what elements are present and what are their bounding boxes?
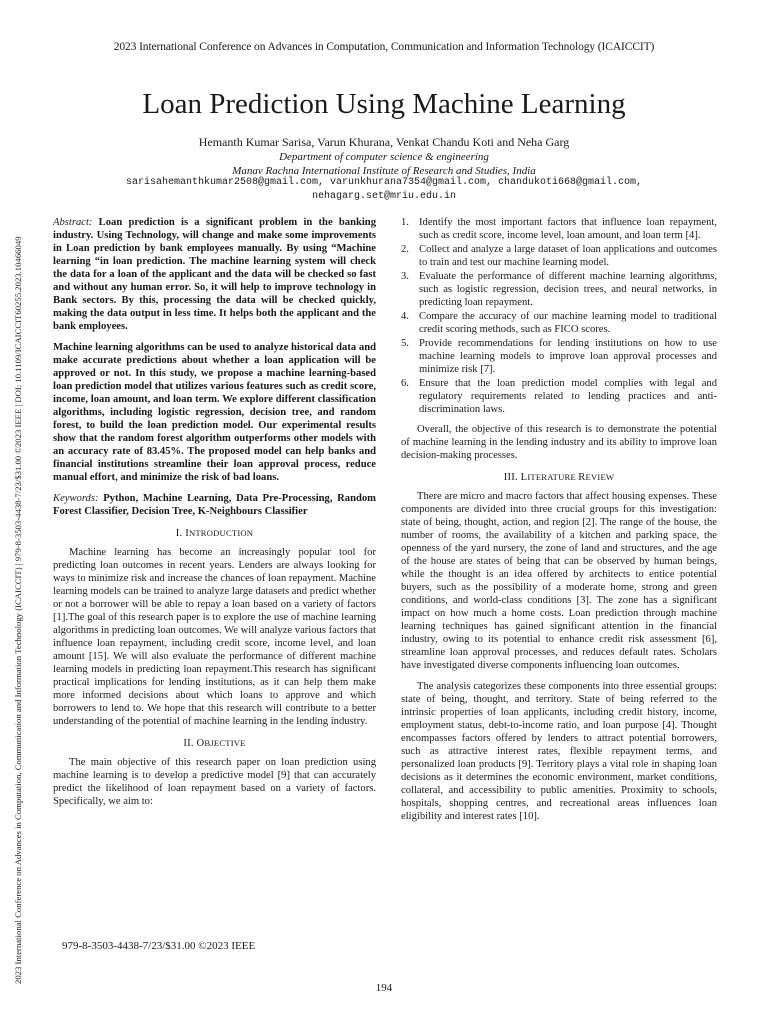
side-identifier: 2023 International Conference on Advances in Computation, Communication and Information Technology (ICAICCIT) | 979-8-3503-4438-7/23/$31.00 ©2023 IEEE | DOI: 10.1109/ICAICCIT60255.2023.10466049 — [13, 236, 23, 984]
literature-paragraph-2: The analysis categorizes these components into three essential groups: state of being, thought, and territory. State of being referred to the intrinsic properties of loan applicants, including credit history, income, employment status, debt-to-income ratio, and loan purpose [4]. Thought encompasses factors offered by lenders to attract potential borrowers, such as attractive interest rates, flexible repayment terms, and personalized loan products [9]. Territory plays a vital role in shaping loan decisions as it determines the economic environment, market conditions, collateral, and accessibility to public amenities. Proximity to schools, hospitals, shopping centres, and recreational areas influences loan eligibility and interest rates [10]. — [401, 681, 717, 822]
abstract-paragraph-2: Machine learning algorithms can be used to analyze historical data and make accurate predictions about whether a loan application will be approved or not. In this study, we propose a machine learning-based loan prediction model that utilizes various features such as credit score, income, loan amount, and loan term. We explore different classification algorithms, including logistic regression, decision tree, and random forest, to build the loan prediction model. Our experimental results show that the random forest algorithm outperforms other models with an accuracy rate of 83.45%. The proposed model can help banks and financial institutions streamline their loan approval process, reduce manual effort, and minimize the risk of bad loans. — [53, 342, 376, 483]
email-line-1: sarisahemanthkumar2508@gmail.com, varunkhurana7354@gmail.com, chandukoti668@gmail.com, — [125, 177, 643, 188]
paper-title: Loan Prediction Using Machine Learning — [142, 88, 626, 120]
page-number: 194 — [375, 982, 393, 994]
abstract-paragraph-1 — [53, 216, 376, 333]
department: Department of computer science & engineering — [279, 151, 489, 163]
abstract-label: Abstract: — [53, 217, 93, 228]
list-item: 4. Compare the accuracy of our machine learning model to traditional credit scoring methods, such as FICO scores. — [401, 311, 717, 335]
author-emails — [70, 176, 698, 204]
objective-overall: Overall, the objective of this research is to demonstrate the potential of machine learning in the lending industry and its ability to improve loan decision-making processes. — [401, 424, 717, 461]
section-heading-introduction: I. INTRODUCTION — [175, 528, 254, 539]
list-item: 1. Identify the most important factors that influence loan repayment, such as credit score, income level, loan amount, and loan term [4]. — [401, 217, 717, 241]
authors: Hemanth Kumar Sarisa, Varun Khurana, Venkat Chandu Koti and Neha Garg — [198, 135, 570, 149]
keywords-text: Python, Machine Learning, Data Pre-Processing, Random Forest Classifier, Decision Tree, K-Neighbours Classifier — [53, 493, 376, 517]
email-line-2: nehagarg.set@mriu.edu.in — [311, 191, 457, 202]
left-column — [53, 216, 376, 808]
section-heading-objective: II. OBJECTIVE — [183, 738, 246, 749]
introduction-body: Machine learning has become an increasingly popular tool for predicting loan outcomes in recent years. Lenders are always looking for ways to minimize risk and increase the chances of loan repayment. Machine learning models can be trained to analyze large datasets and predict whether or not a borrower will be able to repay a loan based on a variety of factors [1].The goal of this research paper is to explore the use of machine learning algorithms in predicting loan outcomes. We will analyze various factors that influence loan repayment, including credit score, income level, and loan amount [15]. We will also evaluate the performance of different machine learning models in predicting loan repayment.This research has significant practical implications for lending institutions, as it can help them make more informed decisions about which loans to approve and which borrowers to lend to. We hope that this research will contribute to a better understanding of the potential of machine learning in the lending industry. — [53, 547, 376, 727]
literature-paragraph-1: There are micro and macro factors that affect housing expenses. These components are divided into three crucial groups for this investigation: state of being, thought, action, and region [2]. The range of the house, the number of rooms, the availability of a kitchen and parking space, the openness of the yard nursery, the zone of land and structures, and the age of the house are states of being that can be observed by human beings, while the thought is an idea offered by architects to entice potential buyers, such as the possibility of a moderate home, strong and green conditions, and world-class conditions [3]. The zone has a significant impact on how much a home costs. Loan prediction through machine learning techniques has gained significant attention in the financial industry, owing to its potential to enhance credit risk assessment [6], streamline loan approval processes, and reduces default rates. Scholars have investigated diverse components influencing loan outcomes. — [401, 491, 717, 671]
section-heading-literature-review: III. LITERATURE REVIEW — [503, 472, 615, 483]
conference-header: 2023 International Conference on Advances in Computation, Communication and Information Technology (ICAICCIT) — [113, 41, 655, 53]
keywords — [53, 492, 376, 518]
objective-body: The main objective of this research paper on loan prediction using machine learning is to develop a predictive model [9] that can accurately predict the likelihood of loan repayment based on a variety of factors. Specifically, we aim to: — [53, 757, 376, 807]
keywords-label: Keywords: — [53, 493, 99, 504]
list-item: 5. Provide recommendations for lending institutions on how to use machine learning models to improve loan approval processes and minimize risk [7]. — [401, 338, 717, 375]
copyright-notice: 979-8-3503-4438-7/23/$31.00 ©2023 IEEE — [62, 940, 256, 952]
abstract-text-1: Loan prediction is a significant problem in the banking industry. Using Technology, will change and make some improvements in Loan prediction by bank employees manually. By using “Machine learning “in loan prediction. The machine learning system will check the data for a loan of the applicant and the data will be checked so fast and without any human error. So, it will help to improve technology in Bank sectors. By this, processing the data will be checked quickly, making the data output in less time. It helps both the applicant and the bank employees. — [53, 217, 376, 332]
objective-list — [401, 216, 717, 416]
right-column — [401, 216, 717, 823]
list-item: 6. Ensure that the loan prediction model complies with legal and regulatory requirements related to lending practices and anti-discrimination laws. — [401, 378, 717, 415]
list-item: 2. Collect and analyze a large dataset of loan applications and outcomes to train and test our machine learning model. — [401, 244, 717, 268]
institution: Manav Rachna International Institute of Research and Studies, India — [232, 165, 536, 177]
list-item: 3. Evaluate the performance of different machine learning algorithms, such as logistic regression, decision trees, and neural networks, in predicting loan repayment. — [401, 271, 717, 308]
